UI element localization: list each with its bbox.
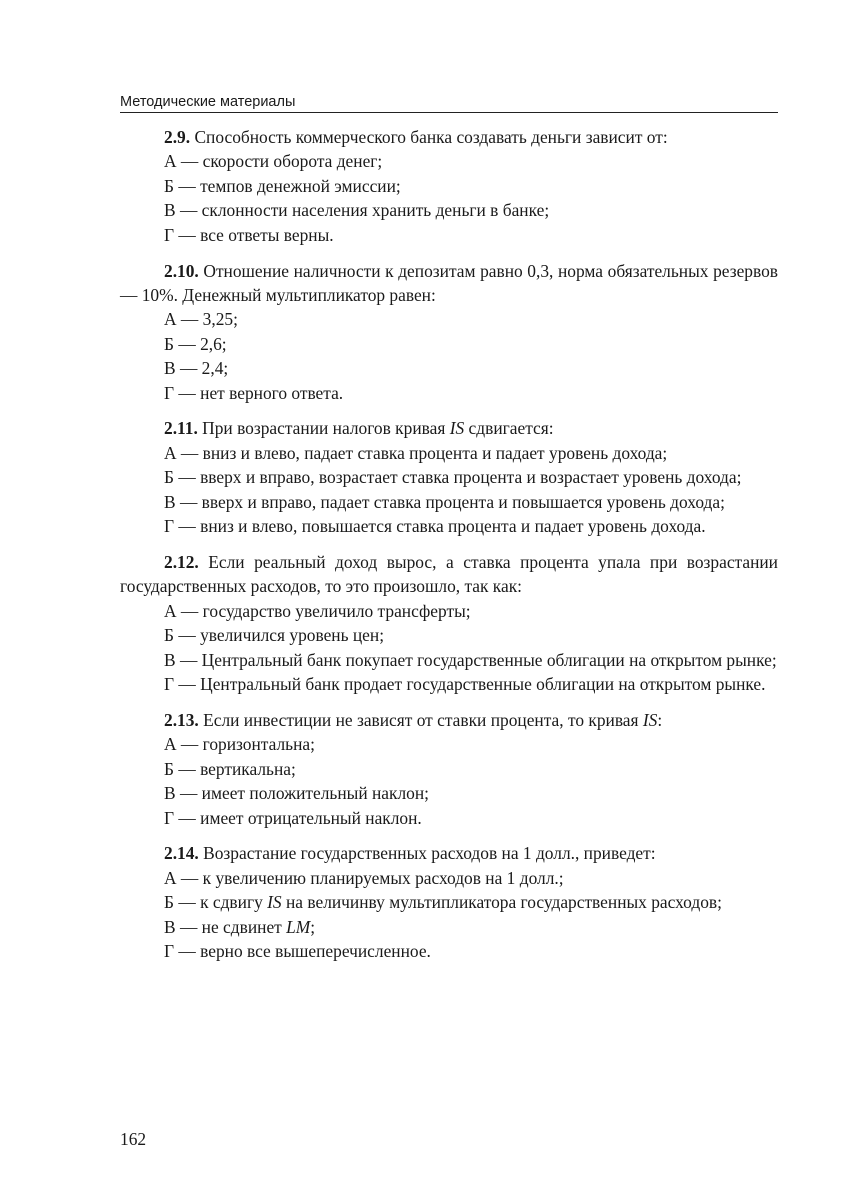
question-number: 2.13. (164, 709, 199, 730)
question-body: Способность коммерческого банка создавать деньги зависит от: (190, 127, 668, 147)
curve-label: LM (286, 916, 311, 937)
curve-label: IS (449, 418, 465, 439)
question-2-10 (120, 259, 778, 405)
answer-b: Б — 2,6; (164, 333, 227, 354)
answer-c: В — Центральный банк покупает государственные облигации на открытом рынке; (164, 649, 777, 670)
question-number: 2.11. (164, 418, 198, 439)
question-2-14 (120, 841, 778, 963)
answer-c: В — имеет положительный наклон; (164, 783, 429, 804)
answer-b: Б — темпов денежной эмиссии; (164, 175, 401, 196)
question-2-13 (120, 708, 778, 830)
header-title: Методические материалы (120, 94, 296, 110)
answer-c: В — 2,4; (164, 358, 229, 379)
answer-b-end: на величинву мультипликатора государственных расходов; (281, 892, 722, 913)
question-number: 2.9. (164, 127, 191, 147)
answer-d: Г — вниз и влево, повышается ставка процента и падает уровень дохода. (164, 516, 706, 537)
question-body: Отношение наличности к депозитам равно 0,3, норма обязательных резервов — 10%. Денежный мультипликатор равен: (120, 260, 778, 305)
answer-c: В — вверх и вправо, падает ставка процента и повышается уровень дохода; (164, 491, 725, 512)
question-text (120, 708, 778, 732)
answer-c-end: ; (310, 916, 316, 937)
answer-a: А — к увеличению планируемых расходов на 1 долл.; (164, 867, 564, 888)
question-2-11 (120, 416, 778, 538)
curve-label: IS (267, 892, 282, 913)
answer-d: Г — все ответы верны. (164, 224, 334, 245)
answer-a: А — 3,25; (164, 309, 238, 330)
question-text (120, 259, 778, 308)
answer-a: А — скорости оборота денег; (164, 151, 383, 172)
question-body-start: Если инвестиции не зависят от ставки процента, то кривая (198, 709, 643, 730)
question-body: Если реальный доход вырос, а ставка процента упала при возрастании государственных расходов, то это произошло, так как: (120, 552, 778, 597)
answer-d: Г — Центральный банк продает государственные облигации на открытом рынке. (164, 674, 766, 695)
answer-c-start: В — не сдвинет (164, 916, 287, 937)
answer-b: Б — увеличился уровень цен; (164, 625, 385, 646)
question-text (120, 550, 778, 599)
curve-label: IS (642, 709, 658, 730)
question-number: 2.14. (164, 843, 199, 864)
answer-b: Б — вверх и вправо, возрастает ставка процента и возрастает уровень дохода; (164, 467, 742, 488)
question-body-end: сдвигается: (464, 418, 554, 439)
question-text (120, 841, 778, 865)
question-number: 2.12. (164, 552, 199, 572)
answer-c: В — склонности населения хранить деньги в банке; (164, 200, 550, 221)
answer-b (120, 890, 778, 914)
answer-d: Г — верно все вышеперечисленное. (164, 941, 431, 962)
answer-a: А — горизонтальна; (164, 734, 315, 755)
question-body: Возрастание государственных расходов на 1 долл., приведет: (198, 843, 656, 864)
question-number: 2.10. (164, 260, 199, 281)
running-header (120, 93, 778, 113)
question-body-end: : (657, 709, 663, 730)
page-content (120, 125, 778, 975)
answer-c (120, 915, 778, 939)
question-2-9 (120, 125, 778, 247)
answer-a: А — вниз и влево, падает ставка процента и падает уровень дохода; (164, 442, 668, 463)
answer-d: Г — имеет отрицательный наклон. (164, 807, 422, 828)
answer-b: Б — вертикальна; (164, 758, 296, 779)
question-body-start: При возрастании налогов кривая (197, 418, 450, 439)
page-number: 162 (120, 1129, 147, 1149)
answer-b-start: Б — к сдвигу (164, 892, 268, 913)
answer-a: А — государство увеличило трансферты; (164, 600, 471, 621)
question-2-12 (120, 550, 778, 696)
question-text (120, 416, 778, 440)
answer-d: Г — нет верного ответа. (164, 382, 344, 403)
question-text (120, 125, 778, 149)
